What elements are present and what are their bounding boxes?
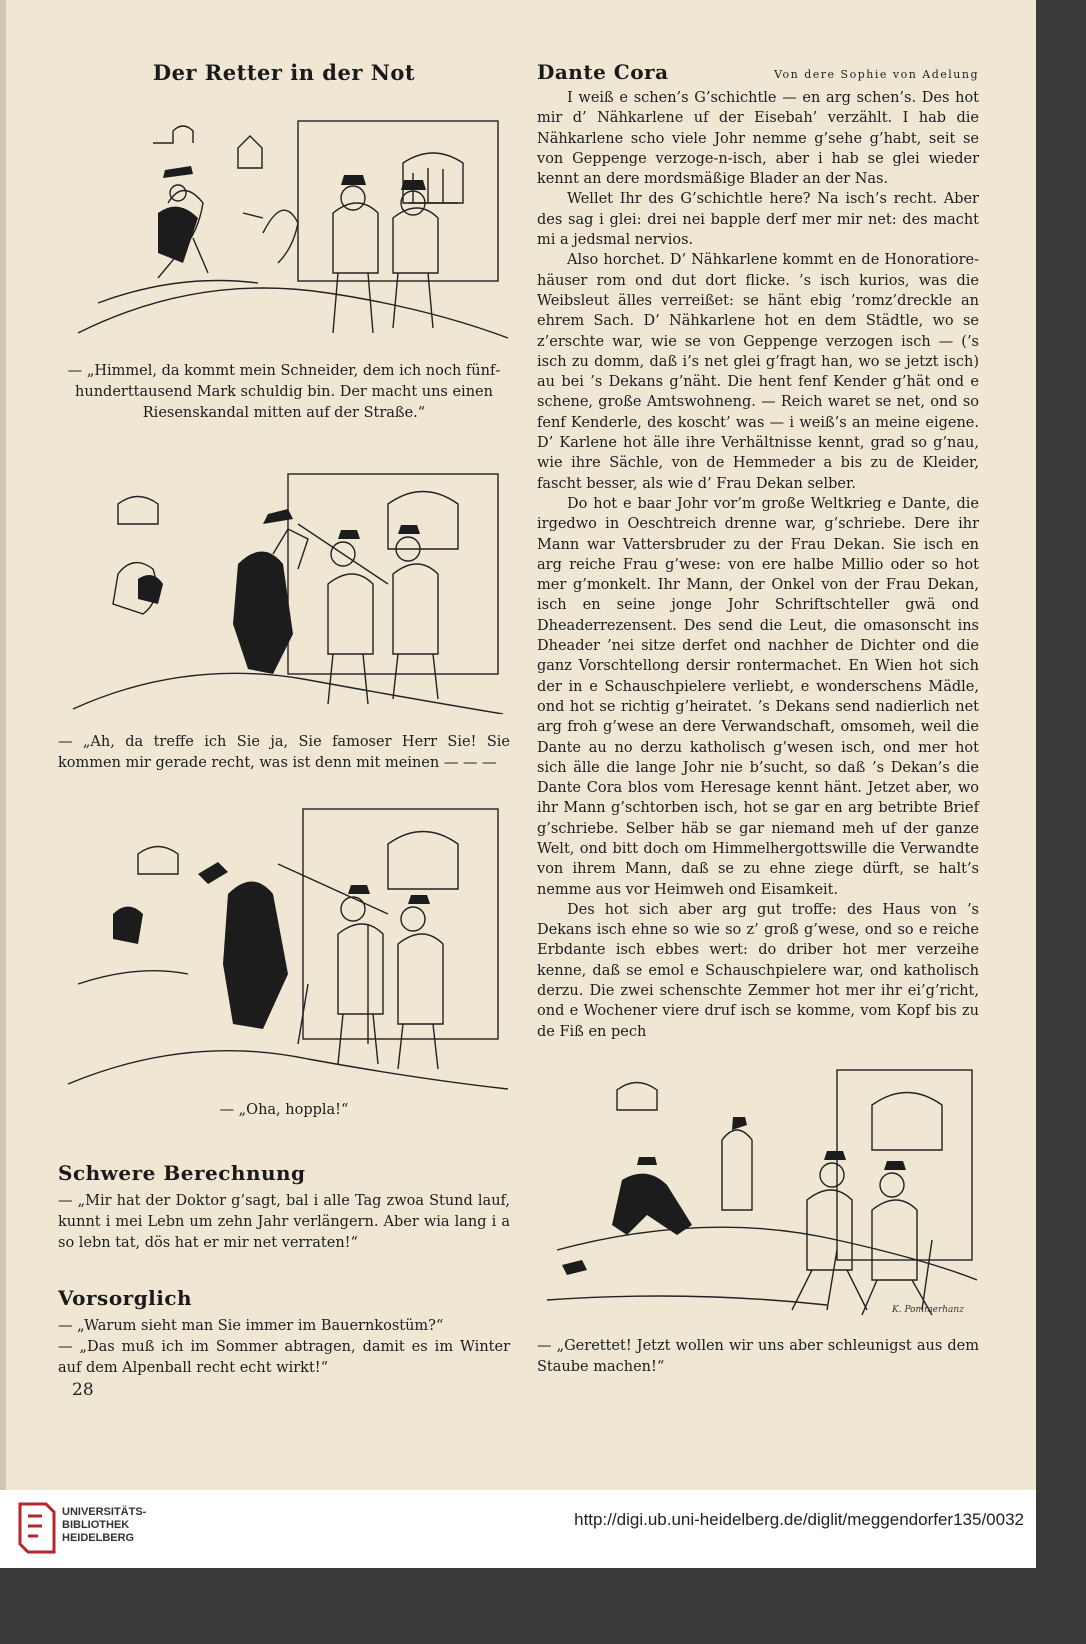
page-number: 28 [72, 1380, 94, 1400]
illustration-3-drawing [58, 804, 510, 1094]
library-logo-text [62, 1506, 146, 1545]
library-logo-icon [14, 1500, 58, 1556]
caption-retter-final: — „Gerettet! Jetzt wollen wir uns aber schleunigst aus dem Staube machen!“ [537, 1338, 979, 1375]
dante-paragraph-3: Also horchet. D’ Nähkarlene kommt en de Honoratiorehäuser rom ond dut dort flicke. ’s isch kurios, was die Weibsleut älles verreißet: se hänt ebig ’romz’dreckle an ehrem Sach. D’ Nähkarlene hot en dem Städtle, wo se z’erschte war, wie se von Geppenge verzogen isch — (’s isch zu domm, daß i’s net glei g’fragt han, wo se jetzt isch) au bei ’s Dekans g’näht. Die hent fenf Kender g’hät ond e schene, große Amtswohneng. — Reich waret se net, ond so fenf Kenderle, des koscht’ was — i weiß’s an meine eigene. D’ Karlene hot älle ihre Verhältnisse kennt, grad so g’nau, wie ihre Sächle, von de Hemmeder a bis zu de Kleider, fascht besser, als wie d’ Frau Dekan selber. [537, 252, 979, 492]
source-url-link[interactable]: http://digi.ub.uni-heidelberg.de/diglit/meggendorfer135/0032 [574, 1510, 1024, 1529]
illustration-4-drawing [537, 1050, 979, 1330]
story-title-dante: Dante Cora [537, 60, 669, 84]
dante-paragraph-5: Des hot sich aber arg gut troffe: des Haus von ’s Dekans isch ehne so wie so z’ groß g’wese, ond so e reiche Erbdante isch ebbes wert: do driber hot mer verzeihe kenne, daß se emol e Schauschpielere war, ond katholisch derzu. Die zwei schenschte Zemmer hot mer ihr ei’g’richt, ond e Wochener viere druf isch se komme, vom Kopf bis zu de Fiß en pech [537, 901, 979, 1040]
story-text-berechnung [58, 1191, 510, 1254]
berechnung-paragraph: — „Mir hat der Doktor g’sagt, bal i alle Tag zwoa Stund lauf, kunnt i mei Lebn um zehn Jahr verlängern. Aber wia lang i a so lebn tat, dös hat er mir net verraten!“ [58, 1193, 510, 1251]
logo-line-2: BIBLIOTHEK [62, 1519, 130, 1531]
vorsorglich-line-1: — „Warum sieht man Sie immer im Bauernkostüm?“ [58, 1318, 444, 1334]
illustration-3 [58, 804, 510, 1094]
caption-retter-2: — „Ah, da treffe ich Sie ja, Sie famoser Herr Sie! Sie kommen mir gerade recht, was ist denn mit meinen — — — [58, 734, 510, 771]
footer-bar [0, 1490, 1036, 1568]
left-column [58, 60, 510, 1379]
illustration-2-drawing [58, 464, 510, 714]
story-title-retter: Der Retter in der Not [152, 60, 416, 85]
dante-header [537, 60, 979, 84]
artist-signature: K. Pommerhanz [892, 1305, 964, 1315]
story-text-dante [537, 88, 979, 1042]
illustration-1 [58, 93, 510, 343]
story-byline-dante: Von dere Sophie von Adelung [774, 68, 979, 81]
dante-paragraph-4: Do hot e baar Johr vor’m große Weltkrieg e Dante, die irgedwo in Oeschtreich drenne war, g’schriebe. Dere ihr Mann war Vattersbruder zu der Frau Dekan. Sie isch en arg reiche Frau g’wese: von ere halbe Millio oder so hot mer g’monkelt. Ihr Mann, der Onkel von der Frau Dekan, isch en seine jonge Johr Schriftschteller gwä ond Dheaderrezensent. Des send die Leut, die omasonscht ins Dheader ’nei sitze derfet ond nachher de Dichter ond die ganz Vorschtellong dersir rontermachet. En Wien hot sich der in e Schauschpielere verliebt, e wonderschens Mädle, ond hot se richtig g’heiratet. ’s Dekans send nadierlich net arg froh g’wese an dere Verwandschaft, omsomeh, weil die Dante au no derzu katholisch g’wesen isch, ond mer hot sich älle die lange Johr nie b’sucht, so daß ’s Dekan’s die Dante Cora blos vom Heresage kennt hänt. Jetzet aber, wo ihr Mann g’schtorben isch, hot se gar en arg betribte Brief g’schriebe. Selber häb se gar niemand meh uf der ganze Welt, ond bitt doch om Himmelhergottswille die Verwandte von ihrem Mann, daß se zu ehne ziege dürft, se halt’s nemme aus vor Heimweh ond Eisamkeit. [537, 495, 979, 898]
dante-paragraph-1: I weiß e schen’s G’schichtle — en arg schen’s. Des hot mir d’ Nähkarlene uf der Eisebah’ verzählt. I hab die Nähkarlene scho viele Johr nemme g’sehe g’habt, seit se von Geppenge verzoge-n-isch, aber i hab se glei wieder kennt an dere mordsmäßige Blader an der Nas. [537, 90, 979, 188]
illustration-1-drawing [58, 93, 510, 343]
logo-line-3: HEIDELBERG [62, 1532, 135, 1544]
illustration-4 [537, 1050, 979, 1330]
page-edge [0, 0, 6, 1490]
caption-retter-1: — „Himmel, da kommt mein Schneider, dem ich noch fünfhunderttausend Mark schuldig bin. Der macht uns einen Riesenskandal mitten auf der Straße.“ [67, 363, 501, 421]
logo-line-1: UNIVERSITÄTS- [62, 1506, 147, 1518]
dante-paragraph-2: Wellet Ihr des G’schichtle here? Na isch’s recht. Aber des sag i glei: drei nei bapple derf mer mir net: des macht mi a jedsmal nervios. [537, 191, 979, 249]
right-column [537, 60, 979, 1375]
caption-retter-3: — „Oha, hoppla!“ [219, 1102, 349, 1118]
story-title-vorsorglich: Vorsorglich [58, 1286, 193, 1310]
story-text-vorsorglich [58, 1316, 510, 1379]
story-title-berechnung: Schwere Berechnung [58, 1161, 306, 1185]
vorsorglich-line-2: — „Das muß ich im Sommer abtragen, damit es im Winter auf dem Alpenball recht echt wirkt!“ [58, 1339, 510, 1376]
illustration-2 [58, 464, 510, 714]
